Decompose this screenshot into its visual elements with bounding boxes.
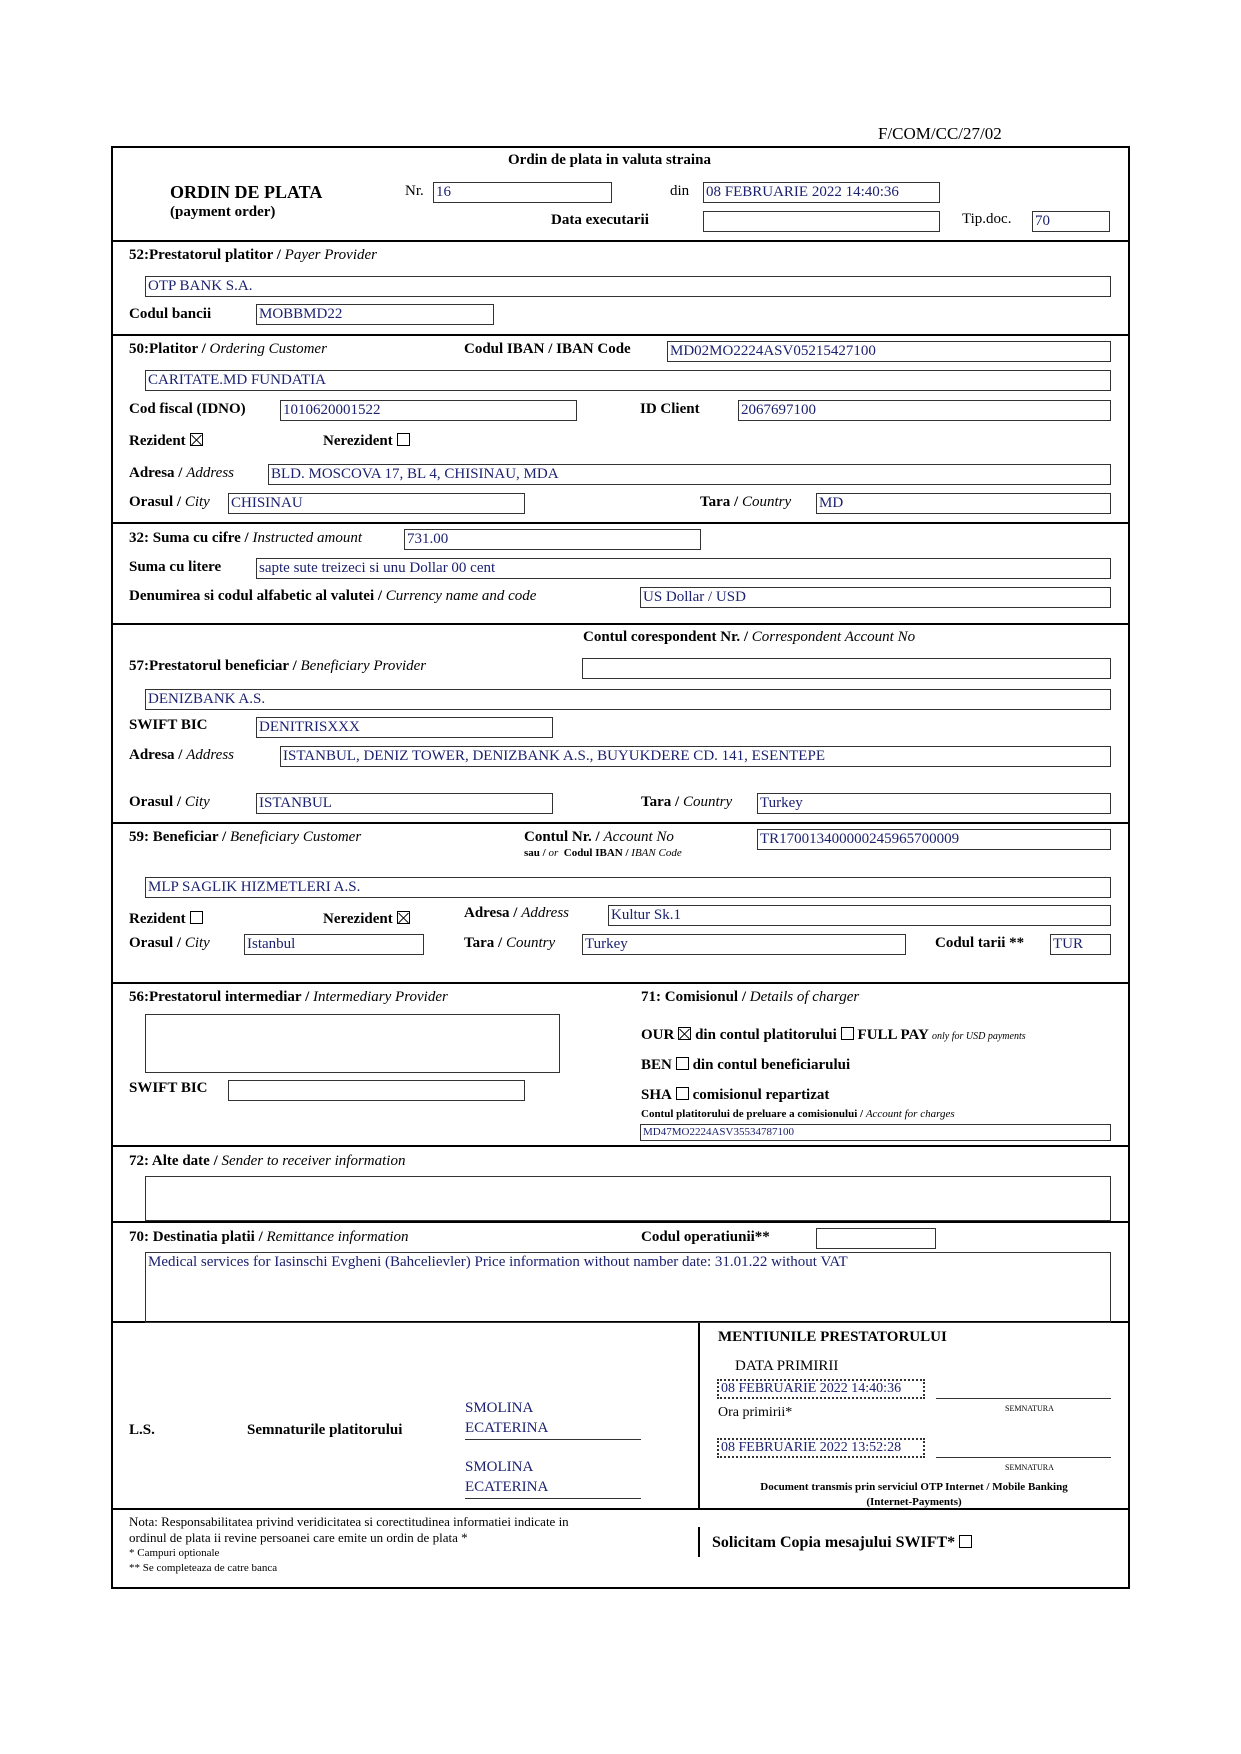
separator [111,334,1130,336]
currency-label: Denumirea si codul alfabetic al valutei / Currency name and code [129,588,537,604]
amount-field[interactable]: 731.00 [404,529,701,550]
separator [111,623,1130,625]
payer-signatures-label: Semnaturile platitorului [247,1422,403,1438]
swift-copy-request: Solicitam Copia mesajului SWIFT* [712,1534,972,1552]
beneficiary-nonresident: Nerezident [323,911,410,928]
other-info-label: 72: Alte date / Sender to receiver information [129,1153,406,1169]
bp-city-label: Orasul / City [129,794,210,810]
beneficiary-country-label: Tara / Country [464,935,556,951]
form-frame [111,146,1130,1589]
ls-mark: L.S. [129,1422,155,1438]
receipt-time-label: Ora primirii* [718,1405,793,1420]
data-exec-label: Data executarii [551,212,649,228]
payer-city-label: Orasul / City [129,494,210,510]
payer-country-label: Tara / Country [700,494,792,510]
receipt-date-label: DATA PRIMIRII [735,1358,839,1374]
country-code-field[interactable]: TUR [1050,934,1111,955]
payer-address-field[interactable]: BLD. MOSCOVA 17, BL 4, CHISINAU, MDA [268,464,1111,485]
beneficiary-account-field[interactable]: TR170013400000245965700009 [757,829,1111,850]
transmit-note: Document transmis prin serviciul OTP Internet / Mobile Banking (Internet-Payments) [760,1481,1068,1508]
payer-resident: Rezident [129,433,203,450]
receipt-signature-line [936,1398,1111,1399]
charges-account-field[interactable]: MD47MO2224ASV35534787100 [640,1124,1111,1141]
separator [111,822,1130,824]
currency-field[interactable]: US Dollar / USD [640,587,1111,608]
separator [111,240,1130,242]
beneficiary-address-label: Adresa / Address [464,905,570,921]
data-exec-field[interactable] [703,211,940,232]
separator [111,982,1130,984]
amount-words-field[interactable]: sapte sute treizeci si unu Dollar 00 cent [256,558,1111,579]
payer-iban-label: Codul IBAN / IBAN Code [464,341,631,357]
form-subtitle: Ordin de plata in valuta straina [508,152,711,168]
tipdoc-label: Tip.doc. [962,211,1012,227]
separator [111,1221,1130,1223]
resident-checkbox[interactable] [190,433,203,446]
payer-nonresident: Nerezident [323,433,410,450]
bp-swift-label: SWIFT BIC [129,717,208,733]
divider-vertical [698,1527,700,1557]
intermediary-swift-field[interactable] [228,1080,525,1101]
beneficiary-address-field[interactable]: Kultur Sk.1 [608,905,1111,926]
beneficiary-provider-name-field[interactable]: DENIZBANK A.S. [145,689,1111,710]
beneficiary-account-label: Contul Nr. / Account No [524,829,674,845]
payer-provider-name-field[interactable]: OTP BANK S.A. [145,276,1111,297]
bp-swift-field[interactable]: DENITRISXXX [256,717,553,738]
fiscal-label: Cod fiscal (IDNO) [129,401,246,417]
time-signature-caption: SEMNATURA [1005,1463,1054,1472]
time-signature-line [936,1457,1111,1458]
other-info-field[interactable] [145,1176,1111,1221]
beneficiary-provider-label: 57:Prestatorul beneficiar / Beneficiary Provider [129,658,427,674]
bank-code-field[interactable]: MOBBMD22 [256,304,494,325]
bp-country-label: Tara / Country [641,794,733,810]
nonresident-checkbox[interactable] [397,433,410,446]
corr-account-field[interactable] [582,658,1111,679]
fiscal-field[interactable]: 1010620001522 [280,400,577,421]
bp-city-field[interactable]: ISTANBUL [256,793,553,814]
fullpay-checkbox[interactable] [841,1027,854,1040]
ben-checkbox[interactable] [676,1057,689,1070]
beneficiary-resident: Rezident [129,911,203,928]
receipt-time-field[interactable]: 08 FEBRUARIE 2022 13:52:28 [717,1438,925,1458]
beneficiary-city-label: Orasul / City [129,935,210,951]
intermediary-swift-label: SWIFT BIC [129,1080,208,1096]
bp-address-label: Adresa / Address [129,747,235,763]
charges-label: 71: Comisionul / Details of charger [641,989,860,1005]
tipdoc-field[interactable]: 70 [1032,211,1110,232]
payer-city-field[interactable]: CHISINAU [228,493,525,514]
beneficiary-name-field[interactable]: MLP SAGLIK HIZMETLERI A.S. [145,877,1111,898]
payer-address-label: Adresa / Address [129,465,235,481]
payer-name-field[interactable]: CARITATE.MD FUNDATIA [145,370,1111,391]
beneficiary-city-field[interactable]: Istanbul [244,934,424,955]
beneficiary-iban-label: sau / or Codul IBAN / IBAN Code [524,847,682,859]
ben-nonresident-checkbox[interactable] [397,911,410,924]
form-code: F/COM/CC/27/02 [878,124,1002,143]
din-field[interactable]: 08 FEBRUARIE 2022 14:40:36 [703,182,940,203]
signature-2: SMOLINA ECATERINA [465,1459,549,1495]
separator [111,522,1130,524]
bank-code-label: Codul bancii [129,306,212,322]
form-title: ORDIN DE PLATA [170,182,323,202]
amount-label: 32: Suma cu cifre / Instructed amount [129,530,363,546]
separator [111,1145,1130,1147]
charges-our-option: OUR din contul platitorului FULL PAY only for USD payments [641,1027,1026,1043]
remittance-field[interactable]: Medical services for Iasinschi Evgheni (Bahcelievler) Price information without namber date: 31.01.22 without VAT [145,1252,1111,1323]
remittance-label: 70: Destinatia platii / Remittance information [129,1229,409,1245]
payer-iban-field[interactable]: MD02MO2224ASV05215427100 [667,341,1111,362]
beneficiary-label: 59: Beneficiar / Beneficiary Customer [129,829,362,845]
din-label: din [670,183,690,199]
beneficiary-country-field[interactable]: Turkey [582,934,906,955]
provider-notes-title: MENTIUNILE PRESTATORULUI [718,1329,947,1345]
amount-words-label: Suma cu litere [129,559,222,575]
intermediary-label: 56:Prestatorul intermediar / Intermediary Provider [129,989,448,1005]
ben-resident-checkbox[interactable] [190,911,203,924]
client-id-label: ID Client [640,401,700,417]
bp-address-field[interactable]: ISTANBUL, DENIZ TOWER, DENIZBANK A.S., BUYUKDERE CD. 141, ESENTEPE [280,746,1111,767]
opcode-label: Codul operatiunii** [641,1229,770,1245]
swift-copy-checkbox[interactable] [959,1535,972,1548]
signature-2-line [465,1498,641,1499]
payer-provider-label: 52:Prestatorul platitor / Payer Provider [129,247,378,263]
our-checkbox[interactable] [678,1027,691,1040]
intermediary-field[interactable] [145,1014,560,1073]
opcode-field[interactable] [816,1228,936,1249]
nr-field[interactable]: 16 [433,182,612,203]
country-code-label: Codul tarii ** [935,935,1025,951]
receipt-signature-caption: SEMNATURA [1005,1404,1054,1413]
corr-account-label: Contul corespondent Nr. / Correspondent Account No [583,629,916,645]
charges-account-label: Contul platitorului de preluare a comisionului / Account for charges [641,1108,955,1120]
charges-sha-option: SHA comisionul repartizat [641,1087,830,1103]
receipt-date-field[interactable]: 08 FEBRUARIE 2022 14:40:36 [717,1379,925,1399]
sha-checkbox[interactable] [676,1087,689,1100]
footer-note: Nota: Responsabilitatea privind veridicitatea si corectitudinea informatiei indicate in ordinul de plata ii revine persoanei care emite un ordin de plata * * Campuri optionale ** Se completeaza de catre banca [129,1514,569,1574]
payer-label: 50:Platitor / Ordering Customer [129,341,327,357]
client-id-field[interactable]: 2067697100 [738,400,1111,421]
signature-1: SMOLINA ECATERINA [465,1400,549,1436]
payer-country-field[interactable]: MD [816,493,1111,514]
charges-ben-option: BEN din contul beneficiarului [641,1057,851,1073]
bp-country-field[interactable]: Turkey [757,793,1111,814]
nr-label: Nr. [405,183,424,199]
signature-1-line [465,1439,641,1440]
form-title-en: (payment order) [170,204,276,220]
